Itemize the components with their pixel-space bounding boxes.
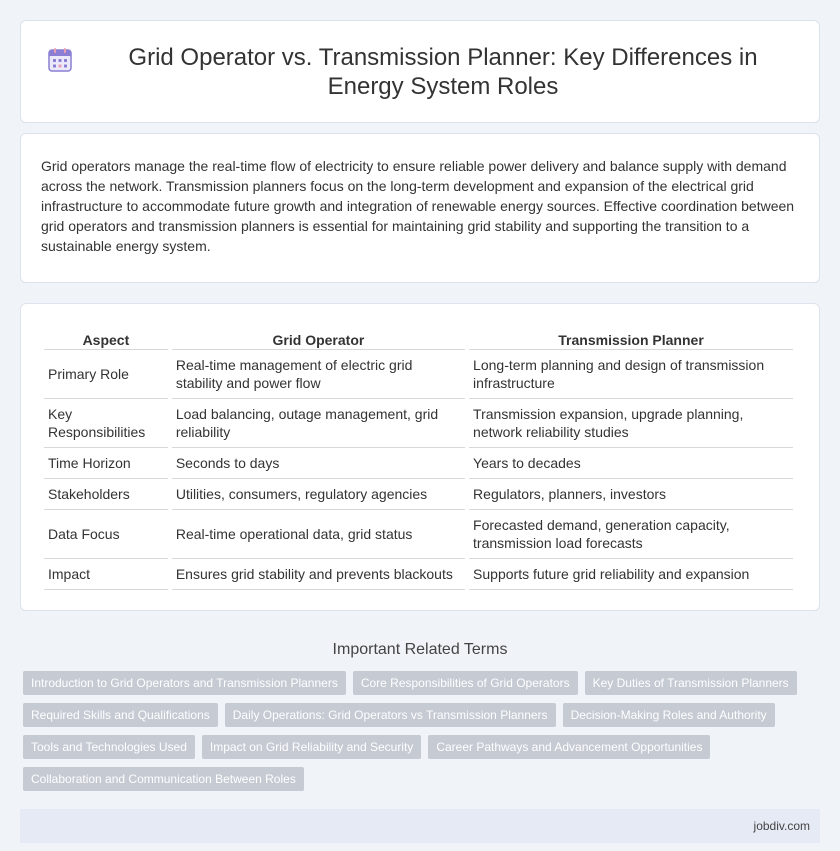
- cell-aspect: Key Responsibilities: [44, 399, 168, 448]
- table-header-row: [44, 324, 793, 350]
- comparison-card: [20, 303, 820, 611]
- table-row: [44, 479, 793, 510]
- cell-transmission-planner: Long-term planning and design of transmission infrastructure: [469, 350, 793, 399]
- cell-grid-operator: Real-time operational data, grid status: [172, 510, 465, 559]
- cell-aspect: Impact: [44, 559, 168, 590]
- related-term-tag[interactable]: Collaboration and Communication Between Roles: [23, 767, 304, 791]
- related-term-tag[interactable]: Impact on Grid Reliability and Security: [202, 735, 421, 759]
- cell-aspect: Stakeholders: [44, 479, 168, 510]
- related-term-tag[interactable]: Daily Operations: Grid Operators vs Transmission Planners: [225, 703, 556, 727]
- cell-aspect: Primary Role: [44, 350, 168, 399]
- cell-transmission-planner: Regulators, planners, investors: [469, 479, 793, 510]
- cell-transmission-planner: Years to decades: [469, 448, 793, 479]
- cell-grid-operator: Ensures grid stability and prevents blackouts: [172, 559, 465, 590]
- related-term-tag[interactable]: Introduction to Grid Operators and Transmission Planners: [23, 671, 346, 695]
- title-wrap: [47, 43, 793, 101]
- related-terms-title: Important Related Terms: [332, 641, 508, 658]
- page-title: Grid Operator vs. Transmission Planner: Key Differences in Energy System Roles: [128, 43, 758, 100]
- cell-grid-operator: Real-time management of electric grid stability and power flow: [172, 350, 465, 399]
- header-aspect: Aspect: [44, 324, 168, 350]
- comparison-table: [40, 324, 797, 590]
- footer-site-link[interactable]: jobdiv.com: [753, 819, 810, 833]
- footer: [20, 809, 820, 843]
- related-term-tag[interactable]: Tools and Technologies Used: [23, 735, 195, 759]
- related-term-tag[interactable]: Required Skills and Qualifications: [23, 703, 218, 727]
- intro-paragraph: Grid operators manage the real-time flow of electricity to ensure reliable power delivery and balance supply with demand across the network. Transmission planners focus on the long-term development and expansion of the electrical grid infrastructure to accommodate future growth and integration of renewable energy sources. Effective coordination between grid operators and transmission planners is essential for maintaining grid stability and supporting the transition to a sustainable energy system.: [41, 158, 795, 254]
- related-term-tag[interactable]: Decision-Making Roles and Authority: [563, 703, 775, 727]
- table-row: [44, 559, 793, 590]
- table-row: [44, 399, 793, 448]
- table-row: [44, 350, 793, 399]
- related-term-tag[interactable]: Career Pathways and Advancement Opportunities: [428, 735, 710, 759]
- header-card: [20, 20, 820, 123]
- table-row: [44, 510, 793, 559]
- cell-transmission-planner: Supports future grid reliability and expansion: [469, 559, 793, 590]
- cell-grid-operator: Load balancing, outage management, grid reliability: [172, 399, 465, 448]
- related-term-tag[interactable]: Key Duties of Transmission Planners: [585, 671, 797, 695]
- related-term-tag[interactable]: Core Responsibilities of Grid Operators: [353, 671, 578, 695]
- related-terms-list: [20, 671, 820, 799]
- calendar-icon: [47, 47, 73, 73]
- header-transmission-planner: Transmission Planner: [469, 324, 793, 350]
- cell-grid-operator: Seconds to days: [172, 448, 465, 479]
- cell-transmission-planner: Forecasted demand, generation capacity, transmission load forecasts: [469, 510, 793, 559]
- cell-aspect: Data Focus: [44, 510, 168, 559]
- cell-aspect: Time Horizon: [44, 448, 168, 479]
- table-row: [44, 448, 793, 479]
- cell-grid-operator: Utilities, consumers, regulatory agencies: [172, 479, 465, 510]
- header-grid-operator: Grid Operator: [172, 324, 465, 350]
- cell-transmission-planner: Transmission expansion, upgrade planning, network reliability studies: [469, 399, 793, 448]
- intro-card: [20, 133, 820, 283]
